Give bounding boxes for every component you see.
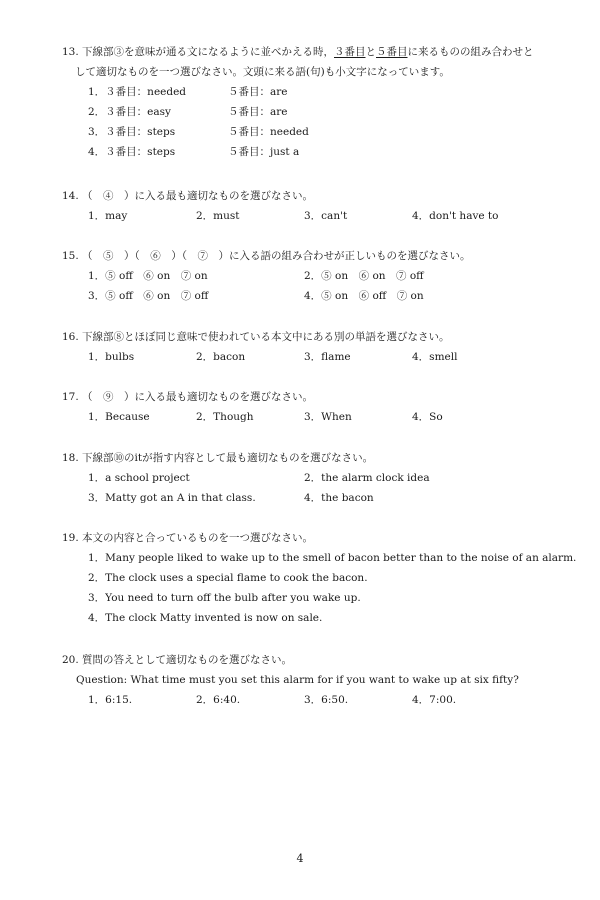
option-3[interactable]: 3．You need to turn off the bulb after you wake up. xyxy=(88,592,361,604)
question-14 xyxy=(62,186,570,226)
option-1[interactable]: 1．bulbs xyxy=(88,351,135,363)
question-number: 16. xyxy=(62,331,79,343)
question-13-prompt xyxy=(62,42,570,62)
option-row xyxy=(88,82,570,102)
option-4[interactable]: 4．don't have to xyxy=(412,210,499,222)
question-number: 13. xyxy=(62,46,79,58)
prompt-text: 下線部⑩のitが指す内容として最も適切なものを選びなさい。 xyxy=(82,452,374,464)
option-4[interactable]: 4．⑤ on ⑥ off ⑦ on xyxy=(304,290,424,302)
option-row xyxy=(88,102,570,122)
prompt-text: 下線部⑧とほぼ同じ意味で使われている本文中にある別の単語を選びなさい。 xyxy=(82,331,450,343)
option-row xyxy=(88,468,570,488)
option-row xyxy=(88,122,570,142)
prompt-text: 本文の内容と合っているものを一つ選びなさい。 xyxy=(82,532,313,544)
option-4[interactable]: 4．So xyxy=(412,411,443,423)
option-2[interactable]: 2．３番目：easy xyxy=(88,106,171,118)
option-2-pair: ５番目：are xyxy=(228,106,288,118)
option-4[interactable]: 4．３番目：steps xyxy=(88,146,176,158)
question-17-prompt xyxy=(62,387,570,407)
option-row xyxy=(88,286,570,306)
option-3[interactable]: 3．When xyxy=(304,411,352,423)
option-row xyxy=(88,206,570,226)
option-4[interactable]: 4．The clock Matty invented is now on sale. xyxy=(88,612,323,624)
option-1[interactable]: 1．⑤ off ⑥ on ⑦ on xyxy=(88,270,208,282)
question-18-prompt xyxy=(62,448,570,468)
prompt-text: （ ④ ）に入る最も適切なものを選びなさい。 xyxy=(82,190,313,202)
option-4[interactable]: 4．the bacon xyxy=(304,492,374,504)
question-19-options xyxy=(62,548,577,628)
question-18 xyxy=(62,448,570,508)
option-2[interactable]: 2．must xyxy=(196,210,240,222)
option-2[interactable]: 2．⑤ on ⑥ on ⑦ off xyxy=(304,270,424,282)
option-3[interactable]: 3．⑤ off ⑥ on ⑦ off xyxy=(88,290,209,302)
option-1[interactable]: 1．6:15. xyxy=(88,694,133,706)
option-row xyxy=(88,568,570,588)
option-3[interactable]: 3．Matty got an A in that class. xyxy=(88,492,256,504)
option-2[interactable]: 2．bacon xyxy=(196,351,246,363)
underlined-3rd: ３番目 xyxy=(334,46,366,58)
option-1[interactable]: 1．may xyxy=(88,210,128,222)
option-row xyxy=(88,266,570,286)
question-17 xyxy=(62,387,570,427)
option-4-pair: ５番目：just a xyxy=(228,146,300,158)
question-20-question: Question: What time must you set this alarm for if you want to wake up at six fifty? xyxy=(76,674,519,686)
question-16-prompt xyxy=(62,327,570,347)
prompt-text: 下線部③を意味が通る文になるように並べかえる時， xyxy=(82,46,334,58)
option-row xyxy=(88,608,570,628)
question-19-prompt xyxy=(62,528,570,548)
option-4[interactable]: 4．7:00. xyxy=(412,694,457,706)
prompt-text: に来るものの組み合わせと xyxy=(407,46,534,58)
question-17-options xyxy=(62,407,570,427)
option-row xyxy=(88,142,570,162)
question-number: 15. xyxy=(62,250,79,262)
question-number: 19. xyxy=(62,532,79,544)
option-1-pair: ５番目：are xyxy=(228,86,288,98)
option-2[interactable]: 2．Though xyxy=(196,411,254,423)
question-20-prompt xyxy=(62,650,570,670)
question-14-options xyxy=(62,206,570,226)
option-1[interactable]: 1．a school project xyxy=(88,472,190,484)
option-row xyxy=(88,407,570,427)
option-3[interactable]: 3．３番目：steps xyxy=(88,126,176,138)
option-3[interactable]: 3．6:50. xyxy=(304,694,349,706)
question-16 xyxy=(62,327,570,367)
option-3[interactable]: 3．can't xyxy=(304,210,348,222)
question-number: 17. xyxy=(62,391,79,403)
question-13 xyxy=(62,42,570,162)
option-row xyxy=(88,488,570,508)
question-13-options xyxy=(62,82,570,162)
question-20-options xyxy=(62,690,570,710)
question-18-options xyxy=(62,468,570,508)
underlined-5th: ５番目 xyxy=(376,46,408,58)
option-row xyxy=(88,347,570,367)
prompt-text: （ ⑨ ）に入る最も適切なものを選びなさい。 xyxy=(82,391,313,403)
question-15 xyxy=(62,246,570,306)
option-row xyxy=(88,548,577,568)
option-1[interactable]: 1．Because xyxy=(88,411,150,423)
page-number: 4 xyxy=(296,852,304,865)
option-1[interactable]: 1．Many people liked to wake up to the smell of bacon better than to the noise of an alarm. xyxy=(88,552,577,564)
option-4[interactable]: 4．smell xyxy=(412,351,458,363)
option-3[interactable]: 3．flame xyxy=(304,351,351,363)
option-2[interactable]: 2．The clock uses a special flame to cook the bacon. xyxy=(88,572,368,584)
option-row xyxy=(88,690,570,710)
prompt-text: （ ⑤ ）（ ⑥ ）（ ⑦ ）に入る語の組み合わせが正しいものを選びなさい。 xyxy=(82,250,471,262)
question-15-options xyxy=(62,266,570,306)
question-20 xyxy=(62,650,570,710)
question-number: 14. xyxy=(62,190,79,202)
option-3-pair: ５番目：needed xyxy=(228,126,309,138)
option-1[interactable]: 1．３番目：needed xyxy=(88,86,187,98)
question-number: 18. xyxy=(62,452,79,464)
question-number: 20. xyxy=(62,654,79,666)
question-13-prompt-continued: して適切なものを一つ選びなさい。文頭に来る語(句)も小文字になっています。 xyxy=(75,66,450,78)
question-19 xyxy=(62,528,577,628)
question-15-prompt xyxy=(62,246,570,266)
question-14-prompt xyxy=(62,186,570,206)
option-row xyxy=(88,588,570,608)
prompt-text: 質問の答えとして適切なものを選びなさい。 xyxy=(82,654,292,666)
question-16-options xyxy=(62,347,570,367)
prompt-text: と xyxy=(365,46,376,58)
option-2[interactable]: 2．6:40. xyxy=(196,694,241,706)
option-2[interactable]: 2．the alarm clock idea xyxy=(304,472,430,484)
